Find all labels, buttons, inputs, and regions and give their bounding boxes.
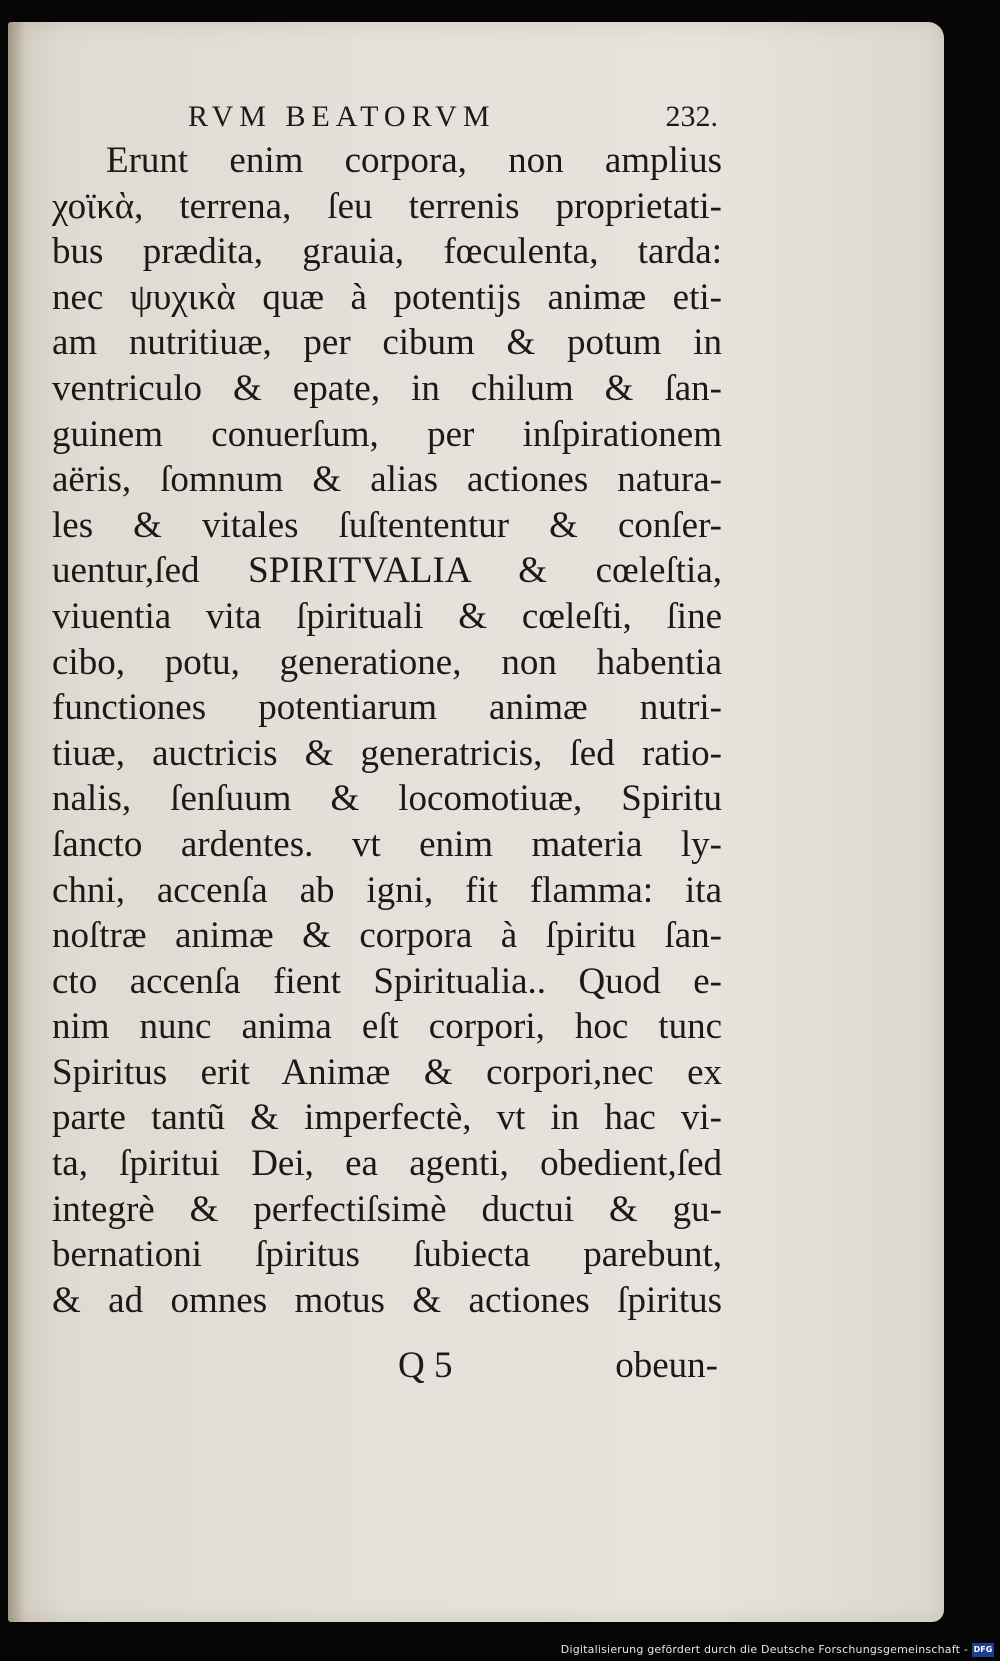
text-line: ta, ſpiritui Dei, ea agenti, obedient,ſed	[52, 1143, 722, 1185]
text-line: functiones potentiarum animæ nutri-	[52, 687, 722, 729]
text-line: & ad omnes motus & actiones ſpiritus	[52, 1279, 722, 1321]
text-line: tiuæ, auctricis & generatricis, ſed ratio-	[52, 732, 722, 774]
text-line: guinem conuerſum, per inſpirationem	[52, 413, 722, 455]
text-line: cto accenſa fient Spiritualia.. Quod e-	[52, 960, 722, 1002]
signature-mark: Q 5	[398, 1345, 453, 1386]
text-line: noſtræ animæ & corpora à ſpiritu ſan-	[52, 915, 722, 957]
page-number: 232.	[665, 100, 718, 133]
text-line: viuentia vita ſpirituali & cœleſti, ſine	[52, 595, 722, 637]
text-line: cibo, potu, generatione, non habentia	[52, 641, 722, 683]
text-line: Spiritus erit Animæ & corpori,nec ex	[52, 1051, 722, 1093]
page-gutter-shadow	[8, 22, 26, 1622]
text-line: nim nunc anima eſt corpori, hoc tunc	[52, 1006, 722, 1048]
running-head: RVM BEATORVM	[188, 100, 496, 133]
page-header	[188, 100, 718, 140]
text-line: integrè & perfectiſsimè ductui & gu-	[52, 1188, 722, 1230]
text-line: ventriculo & epate, in chilum & ſan-	[52, 367, 722, 409]
text-line: nalis, ſenſuum & locomotiuæ, Spiritu	[52, 778, 722, 820]
text-line: bus prædita, grauia, fœculenta, tarda:	[52, 231, 722, 273]
dfg-logo-icon: DFG	[972, 1643, 994, 1657]
text-line: nec ψυχικὰ quæ à potentijs animæ eti-	[52, 276, 722, 318]
body-text	[52, 138, 722, 1323]
text-line: aëris, ſomnum & alias actiones natura-	[52, 459, 722, 501]
text-line: ſancto ardentes. vt enim materia ly-	[52, 823, 722, 865]
book-page	[8, 22, 944, 1622]
funding-credit: Digitalisierung gefördert durch die Deutsche Forschungsgemeinschaft -	[560, 1643, 968, 1656]
text-line: bernationi ſpiritus ſubiecta parebunt,	[52, 1234, 722, 1276]
catchword: obeun-	[615, 1345, 718, 1386]
text-line: parte tantũ & imperfectè, vt in hac vi-	[52, 1097, 722, 1139]
credit-bar	[0, 1635, 1000, 1661]
text-line: χοϊκὰ, terrena, ſeu terrenis proprietati-	[52, 185, 722, 227]
text-line: chni, accenſa ab igni, fit flamma: ita	[52, 869, 722, 911]
page-footer	[398, 1344, 718, 1394]
text-line: Erunt enim corpora, non amplius	[106, 140, 722, 181]
text-line: les & vitales ſuſtententur & conſer-	[52, 504, 722, 546]
text-line: uentur,ſed SPIRITVALIA & cœleſtia,	[52, 550, 722, 592]
text-line: am nutritiuæ, per cibum & potum in	[52, 322, 722, 364]
